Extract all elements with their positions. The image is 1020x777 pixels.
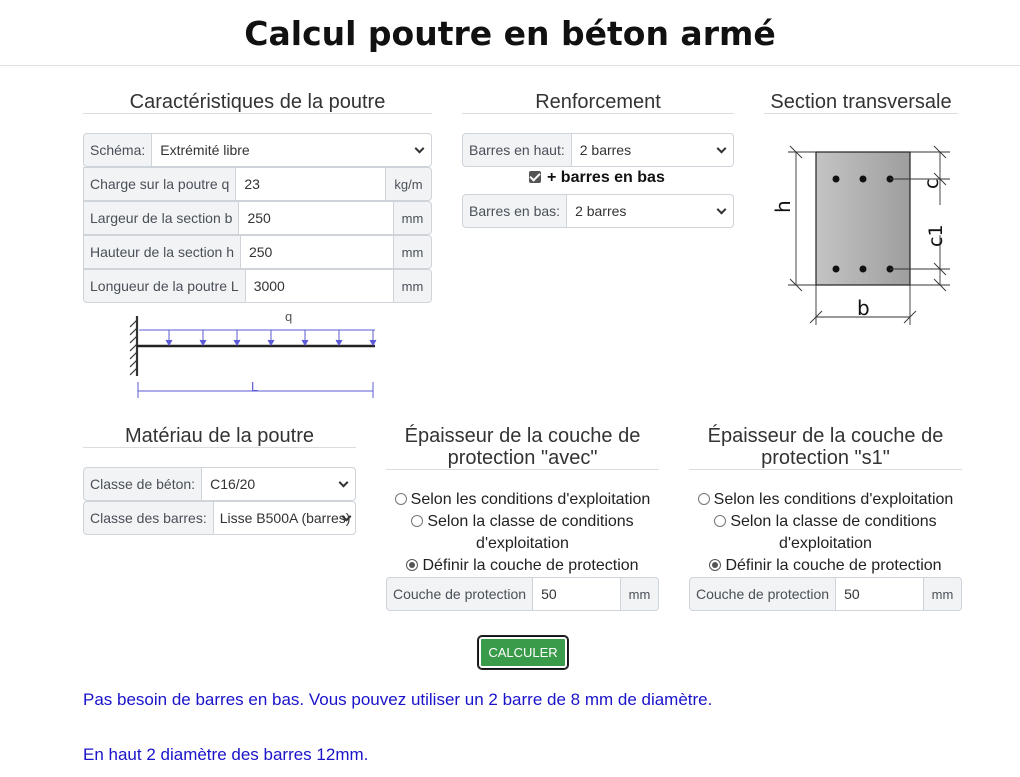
bottom-bars-toggle[interactable] — [529, 169, 665, 187]
cover-avec-option-define[interactable] — [386, 557, 659, 575]
cover-s1-option-class[interactable] — [689, 513, 962, 531]
width-input[interactable]: 250 — [239, 201, 394, 235]
cover-s1-opt3-label: Définir la couche de protection — [725, 557, 942, 574]
length-label: Longueur de la poutre L — [83, 269, 246, 303]
cover-avec-opt2-line2: d'exploitation — [476, 535, 569, 552]
cover-avec-opt2-label: Selon la classe de conditions — [427, 513, 634, 530]
cover-avec-unit: mm — [621, 577, 659, 611]
page-title: Calcul poutre en béton armé — [244, 14, 776, 53]
schema-row — [83, 133, 432, 167]
load-row — [83, 167, 432, 201]
cover-s1-heading-line2: protection "s1" — [761, 447, 890, 469]
result-line-bottom: Pas besoin de barres en bas. Vous pouvez utiliser un 2 barre de 8 mm de diamètre. — [83, 690, 713, 709]
cover-s1-opt1-label: Selon les conditions d'exploitation — [713, 491, 954, 508]
load-arrows — [139, 330, 376, 345]
cantilever-diagram — [125, 308, 385, 400]
cover-avec-option-class[interactable] — [386, 513, 659, 531]
radio-selected-icon[interactable] — [709, 559, 721, 571]
radio-selected-icon[interactable] — [406, 559, 418, 571]
chevron-down-icon — [717, 144, 727, 154]
bottom-bars-checkbox-label: + barres en bas — [547, 169, 665, 186]
concrete-row — [83, 467, 356, 501]
cover-avec-field-label: Couche de protection — [386, 577, 533, 611]
radio-icon[interactable] — [714, 515, 726, 527]
radio-icon[interactable] — [411, 515, 423, 527]
bottom-bars-select[interactable] — [567, 194, 734, 228]
title-divider — [0, 65, 1020, 66]
cover-avec-option-exploitation[interactable] — [386, 491, 659, 509]
chevron-down-icon — [339, 478, 349, 488]
top-bars-label: Barres en haut: — [462, 133, 572, 167]
bottom-bars-checkbox[interactable] — [529, 171, 541, 183]
concrete-select[interactable] — [202, 467, 356, 501]
height-unit: mm — [394, 235, 432, 269]
cover-avec-field-row — [386, 577, 659, 611]
bar-class-row — [83, 501, 356, 535]
schema-label: Schéma: — [83, 133, 152, 167]
radio-icon[interactable] — [395, 493, 407, 505]
concrete-value: C16/20 — [210, 476, 256, 492]
cover-s1-unit: mm — [924, 577, 962, 611]
section-rect — [816, 152, 910, 285]
cover-s1-option-define[interactable] — [689, 557, 962, 575]
section-h-label: h — [771, 200, 795, 213]
cover-avec-heading-line1: Épaisseur de la couche de — [404, 425, 641, 447]
cover-s1-option-exploitation[interactable] — [689, 491, 962, 509]
cover-avec-heading-line2: protection "avec" — [447, 447, 598, 469]
calculate-button[interactable]: CALCULER — [478, 636, 568, 669]
bar-class-select[interactable] — [214, 501, 356, 535]
width-unit: mm — [394, 201, 432, 235]
cover-s1-opt2-label: Selon la classe de conditions — [730, 513, 937, 530]
load-input[interactable]: 23 — [236, 167, 386, 201]
cover-s1-heading-line1: Épaisseur de la couche de — [707, 425, 944, 447]
height-label: Hauteur de la section h — [83, 235, 241, 269]
cover-s1-field-label: Couche de protection — [689, 577, 836, 611]
material-heading: Matériau de la poutre — [83, 425, 356, 448]
width-row — [83, 201, 432, 235]
bottom-bars-label: Barres en bas: — [462, 194, 567, 228]
cover-avec-input[interactable]: 50 — [533, 577, 621, 611]
concrete-label: Classe de béton: — [83, 467, 202, 501]
cover-avec-opt3-label: Définir la couche de protection — [422, 557, 639, 574]
load-unit: kg/m — [386, 167, 432, 201]
length-L-label: L — [251, 379, 259, 394]
bottom-bars-row — [462, 194, 734, 228]
reinforcement-heading: Renforcement — [462, 91, 734, 114]
top-bars-select[interactable] — [572, 133, 734, 167]
cross-section-diagram — [770, 135, 960, 330]
fixed-support — [130, 316, 137, 376]
radio-icon[interactable] — [698, 493, 710, 505]
section-b-label: b — [857, 296, 870, 320]
chevron-down-icon — [415, 144, 425, 154]
cover-s1-heading — [689, 425, 962, 470]
top-bars-row — [462, 133, 734, 167]
load-label: Charge sur la poutre q — [83, 167, 236, 201]
cover-avec-heading — [386, 425, 659, 470]
top-bars-value: 2 barres — [579, 142, 632, 158]
load-q-label: q — [285, 309, 293, 324]
length-unit: mm — [394, 269, 432, 303]
section-heading: Section transversale — [764, 91, 958, 114]
cover-s1-field-row — [689, 577, 962, 611]
height-row — [83, 235, 432, 269]
length-row — [83, 269, 432, 303]
chevron-down-icon — [717, 205, 727, 215]
bottom-bars-value: 2 barres — [575, 203, 627, 219]
length-input[interactable]: 3000 — [246, 269, 394, 303]
cover-s1-opt2-line2: d'exploitation — [779, 535, 872, 552]
bar-class-value: Lisse B500A (barres) — [219, 510, 351, 526]
schema-select[interactable] — [152, 133, 432, 167]
cover-s1-input[interactable]: 50 — [836, 577, 924, 611]
cover-avec-opt1-label: Selon les conditions d'exploitation — [410, 491, 651, 508]
bar-class-label: Classe des barres: — [83, 501, 214, 535]
schema-value: Extrémité libre — [160, 142, 250, 158]
section-c-label: c — [921, 178, 943, 189]
section-c1-label: c1 — [925, 224, 947, 247]
result-line-top: En haut 2 diamètre des barres 12mm. — [83, 745, 369, 764]
width-label: Largeur de la section b — [83, 201, 239, 235]
height-input[interactable]: 250 — [241, 235, 394, 269]
beam-heading: Caractéristiques de la poutre — [83, 91, 432, 114]
